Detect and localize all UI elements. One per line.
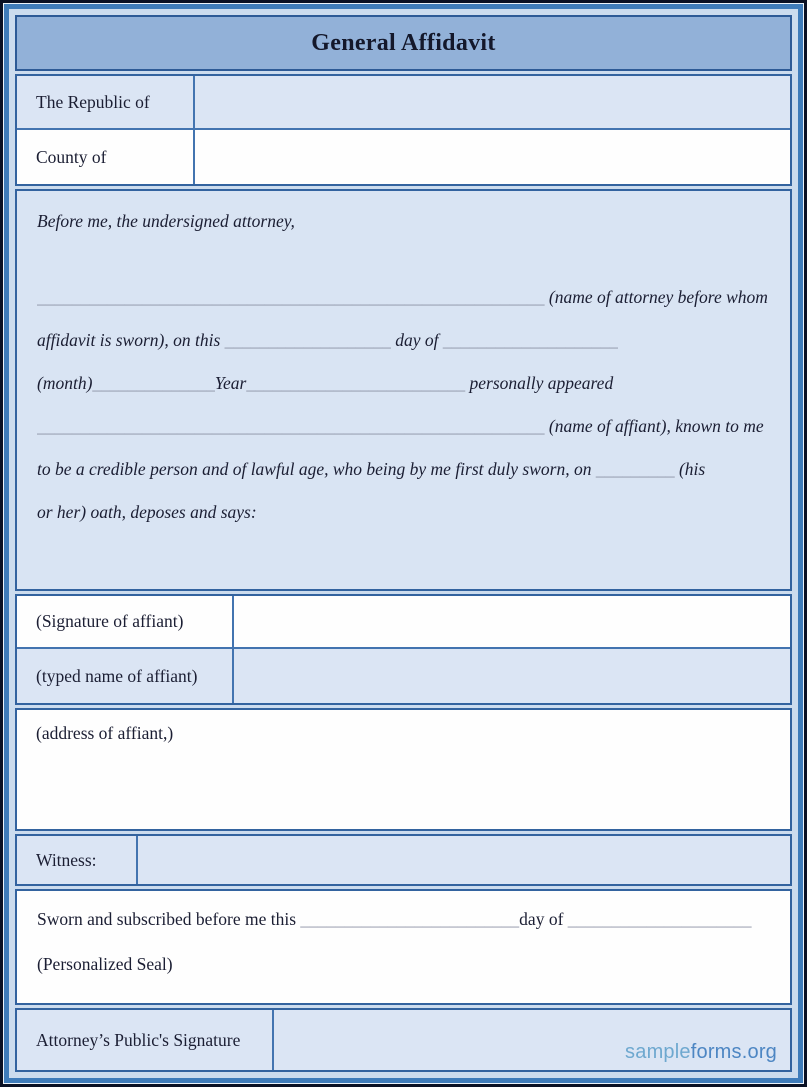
frame-margin: [9, 9, 798, 1078]
republic-row: [17, 76, 790, 130]
signature-row: [17, 596, 790, 649]
sworn-line: Sworn and subscribed before me this _________________________day of _____________________: [37, 909, 752, 929]
witness-label-text: Witness:: [36, 849, 97, 870]
republic-label-text: The Republic of: [36, 91, 150, 112]
affiant-signature-table: [15, 594, 792, 705]
notary-block[interactable]: [15, 889, 792, 1005]
body-line: to be a credible person and of lawful age, who being by me first duly sworn, on _________ (his: [37, 459, 706, 479]
witness-table: [15, 834, 792, 886]
watermark-sampleforms: [625, 1041, 777, 1064]
witness-label: [17, 836, 138, 884]
witness-input-field[interactable]: [138, 836, 790, 884]
body-line: affidavit is sworn), on this ___________________ day of ____________________: [37, 330, 618, 350]
attorney-signature-row: [17, 1010, 790, 1070]
signature-label: [17, 596, 234, 647]
seal-label: (Personalized Seal): [37, 954, 173, 974]
typed-name-input-field[interactable]: [234, 649, 790, 703]
body-line: (month)______________Year_________________________ personally appeared: [37, 373, 614, 393]
watermark-forms-text: forms.org: [690, 1041, 777, 1063]
body-line: __________________________________________________________ (name of attorney before whom: [37, 287, 768, 307]
county-label-text: County of: [36, 146, 107, 167]
form-sections: [15, 15, 792, 1072]
republic-label: [17, 76, 195, 128]
attorney-table: [15, 1008, 792, 1072]
typed-name-row: [17, 649, 790, 703]
affidavit-body[interactable]: [15, 189, 792, 591]
typed-name-label-text: (typed name of affiant): [36, 665, 198, 686]
county-label: [17, 130, 195, 184]
watermark-sample-text: sample: [625, 1041, 691, 1063]
county-input-field[interactable]: [195, 130, 790, 184]
attorney-signature-label: [17, 1010, 274, 1070]
republic-input-field[interactable]: [195, 76, 790, 128]
signature-input-field[interactable]: [234, 596, 790, 647]
outer-blue-border: [4, 4, 803, 1083]
outer-hairline-border: [3, 3, 804, 1084]
body-line: or her) oath, deposes and says:: [37, 502, 257, 522]
address-row[interactable]: [15, 708, 792, 831]
body-line: Before me, the undersigned attorney,: [37, 211, 295, 231]
attorney-signature-label-text: Attorney’s Public's Signature: [36, 1029, 241, 1050]
address-label: [17, 723, 790, 744]
witness-row: [17, 836, 790, 884]
form-title-bar: [15, 15, 792, 71]
body-line: __________________________________________________________ (name of affiant), known to me: [37, 416, 764, 436]
typed-name-label: [17, 649, 234, 703]
jurisdiction-table: [15, 74, 792, 186]
address-label-text: (address of affiant,): [36, 723, 174, 743]
county-row: [17, 130, 790, 184]
signature-label-text: (Signature of affiant): [36, 611, 184, 631]
form-title: General Affidavit: [311, 29, 496, 56]
